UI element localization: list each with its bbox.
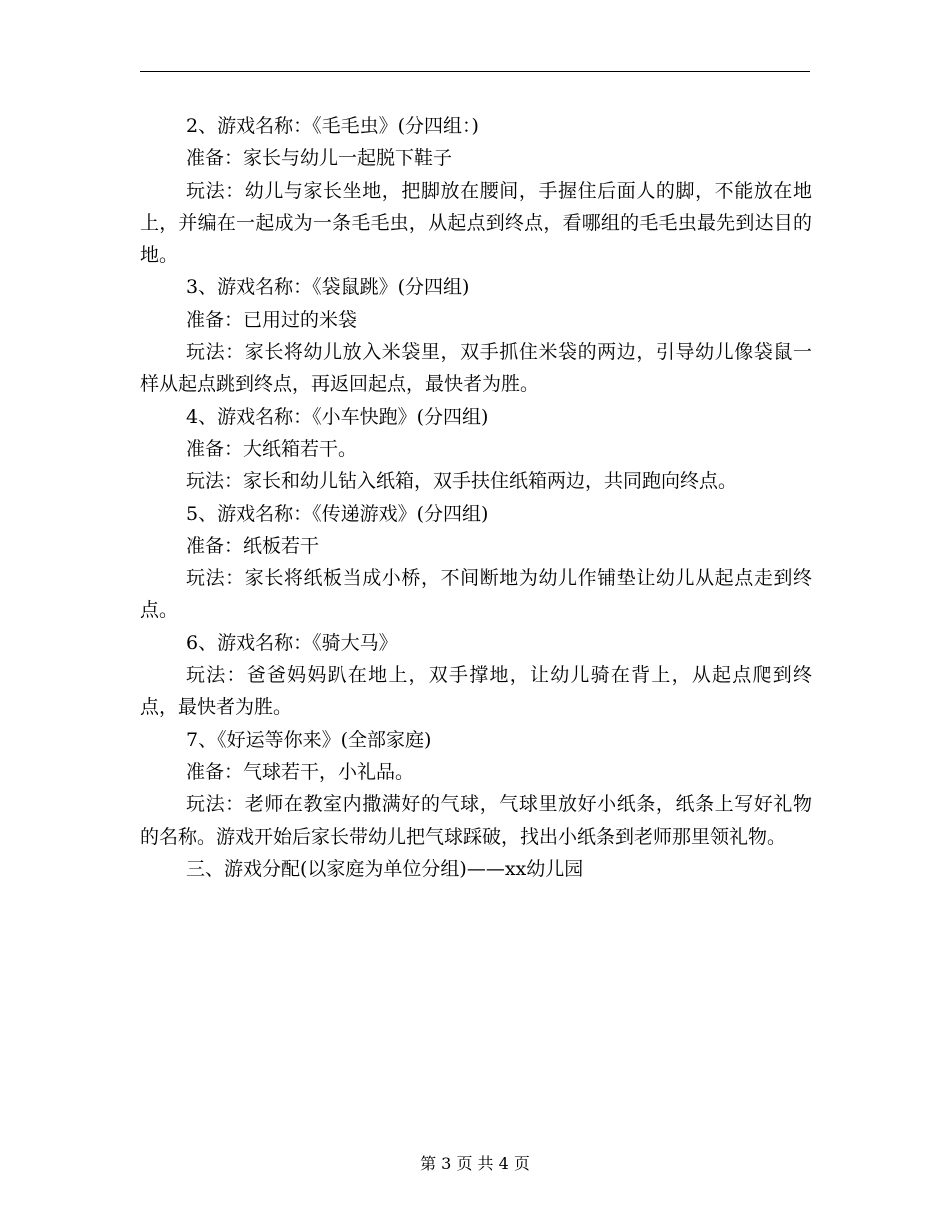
paragraph-game6-rules: 玩法：爸爸妈妈趴在地上，双手撑地，让幼儿骑在背上，从起点爬到终点，最快者为胜。	[140, 664, 812, 719]
paragraph-game2-preparation: 准备：家长与幼儿一起脱下鞋子	[186, 147, 453, 170]
page-number: 第 3 页 共 4 页	[420, 1154, 530, 1173]
paragraph-game2-title: 2、游戏名称：《毛毛虫》(分四组：)	[186, 115, 479, 137]
paragraph-game5-preparation: 准备：纸板若干	[186, 534, 320, 557]
paragraph-game7-title: 7、《好运等你来》(全部家庭)	[186, 728, 432, 751]
paragraph-game6-title: 6、游戏名称：《骑大马》	[186, 631, 398, 654]
paragraph-game4-rules: 玩法：家长和幼儿钻入纸箱，双手扶住纸箱两边，共同跑向终点。	[186, 470, 738, 493]
paragraph-game4-title: 4、游戏名称：《小车快跑》(分四组)	[186, 405, 489, 428]
paragraph-game3-preparation: 准备：已用过的米袋	[186, 308, 358, 331]
paragraph-game5-rules: 玩法：家长将纸板当成小桥，不间断地为幼儿作铺垫让幼儿从起点走到终点。	[140, 567, 812, 622]
paragraph-game7-rules: 玩法：老师在教室内撒满好的气球，气球里放好小纸条，纸条上写好礼物的名称。游戏开始后家长带幼儿把气球踩破，找出小纸条到老师那里领礼物。	[140, 793, 812, 848]
paragraph-section3-heading: 三、游戏分配(以家庭为单位分组)——xx幼儿园	[186, 857, 584, 880]
paragraph-game5-title: 5、游戏名称：《传递游戏》(分四组)	[186, 502, 489, 525]
paragraph-game4-preparation: 准备：大纸箱若干。	[186, 437, 358, 460]
paragraph-game3-rules: 玩法：家长将幼儿放入米袋里，双手抓住米袋的两边，引导幼儿像袋鼠一样从起点跳到终点，再返回起点，最快者为胜。	[140, 341, 812, 396]
header-rule	[140, 71, 810, 72]
paragraph-game3-title: 3、游戏名称：《袋鼠跳》(分四组)	[186, 276, 470, 299]
document-body	[140, 110, 812, 885]
paragraph-game7-preparation: 准备：气球若干，小礼品。	[186, 760, 415, 783]
paragraph-game2-rules: 玩法：幼儿与家长坐地，把脚放在腰间，手握住后面人的脚，不能放在地上，并编在一起成为一条毛毛虫，从起点到终点，看哪组的毛毛虫最先到达目的地。	[140, 179, 812, 267]
